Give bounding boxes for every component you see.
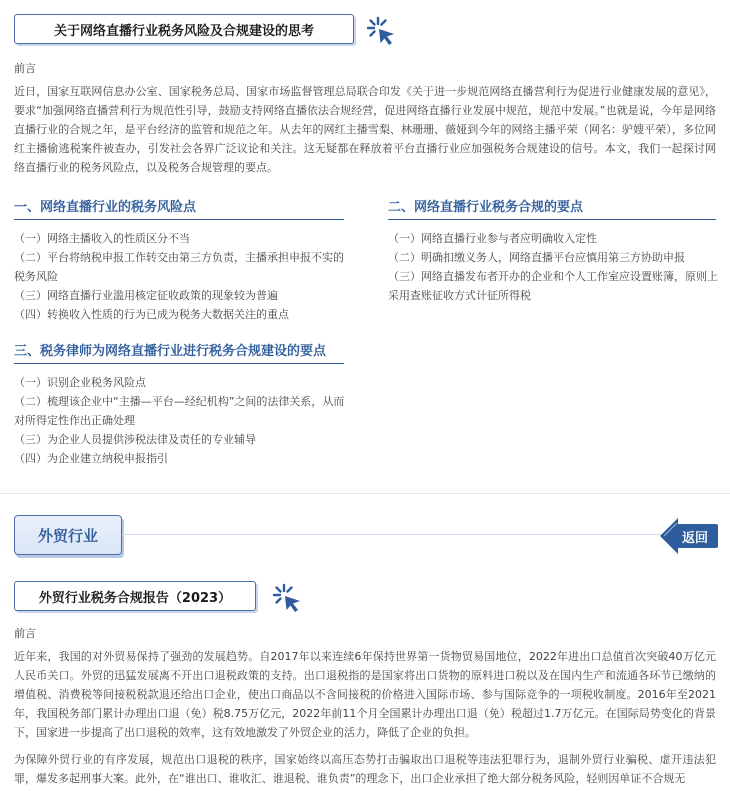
list-item: （三）网络直播行业滥用核定征收政策的现象较为普遍	[14, 289, 278, 302]
cursor-click-icon	[366, 16, 398, 48]
article-title-livestream: 关于网络直播行业税务风险及合规建设的思考	[14, 14, 354, 44]
lawyer-list	[14, 373, 348, 468]
list-item: （二）梳理该企业中“主播—平台—经纪机构”之间的法律关系，从而对所得定性作出正确处理	[14, 395, 345, 427]
category-tab-foreign-trade[interactable]: 外贸行业	[14, 515, 122, 555]
category-rule	[122, 534, 662, 535]
foreign-trade-paragraph-1: 近年来，我国的对外贸易保持了强劲的发展趋势。自2017年以来连续6年保持世界第一货物贸易国地位，2022年进出口总值首次突破40万亿元人民币关口。外贸的迅猛发展离不开出口退税政策的支持。出口退税指的是国家将出口货物的原料进口税以及在国内生产和流通各环节已缴纳的增值税、消费税等间接税税款退还给出口企业，使出口商品以不含间接税的价格进入国际市场、参与国际竞争的一项税收制度。2016年至2021年，我国税务部门累计办理出口退（免）税8.75万亿元，2022年前11个月全国累计办理出口退（免）税超过1.7万亿元。在国际局势变化的背景下，国家进一步提高了出口退税的效率，这有效地激发了外贸企业的活力，降低了企业的负担。	[14, 650, 716, 739]
list-item: （一）网络主播收入的性质区分不当	[14, 232, 190, 245]
list-item: （三）为企业人员提供涉税法律及责任的专业辅导	[14, 433, 256, 446]
intro-paragraph: 近日，国家互联网信息办公室、国家税务总局、国家市场监督管理总局联合印发《关于进一步规范网络直播营利行为促进行业健康发展的意见》，要求“加强网络直播营利行为规范性引导，鼓励支持网络直播依法合规经营，促进网络直播行业发展中规范，规范中发展。”也就是说，今年是网络直播行业的合规之年，是平台经济的监管和规范之年。从去年的网红主播雪梨、林珊珊、薇娅到今年的网络主播平荣（网名：驴嫂平荣），多位网红主播偷逃税案件被查办，引发社会各界广泛议论和关注。这无疑都在释放着平台直播行业应加强税务合规建设的信号。本文，我们一起探讨网络直播行业的税务风险点，以及税务合规管理的要点。	[14, 85, 716, 174]
risk-list	[14, 229, 348, 324]
back-button[interactable]	[660, 516, 718, 556]
article-title-foreign-trade: 外贸行业税务合规报告（2023）	[14, 581, 256, 611]
preface-label: 前言	[14, 627, 36, 640]
section-heading-lawyer: 三、税务律师为网络直播行业进行税务合规建设的要点	[14, 340, 344, 364]
list-item: （二）平台将纳税申报工作转交由第三方负责，主播承担申报不实的税务风险	[14, 251, 344, 283]
list-item: （一）识别企业税务风险点	[14, 376, 146, 389]
section-heading-risks: 一、网络直播行业的税务风险点	[14, 196, 344, 220]
back-label: 返回	[682, 531, 709, 546]
list-item: （三）网络直播发布者开办的企业和个人工作室应设置账簿，原则上采用查账征收方式计征所得税	[388, 270, 718, 302]
foreign-trade-paragraph-2: 为保障外贸行业的有序发展，规范出口退税的秩序，国家始终以高压态势打击骗取出口退税等违法犯罪行为，退制外贸行业骗税、虚开违法犯罪，爆发多起刑事大案。此外，在“谁出口、谁收汇、谁退税、谁负责”的理念下，出口企业承担了绝大部分税务风险，轻则因单证不合规无	[14, 753, 716, 785]
list-item: （一）网络直播行业参与者应明确收入定性	[388, 232, 597, 245]
list-item: （四）为企业建立纳税申报指引	[14, 452, 168, 465]
cursor-click-icon	[272, 583, 304, 615]
section-heading-compliance: 二、网络直播行业税务合规的要点	[388, 196, 716, 220]
preface-label: 前言	[14, 62, 36, 75]
section-divider	[0, 493, 730, 494]
list-item: （二）明确扣缴义务人，网络直播平台应慎用第三方协助申报	[388, 251, 685, 264]
list-item: （四）转换收入性质的行为已成为税务大数据关注的重点	[14, 308, 289, 321]
compliance-list	[388, 229, 718, 305]
